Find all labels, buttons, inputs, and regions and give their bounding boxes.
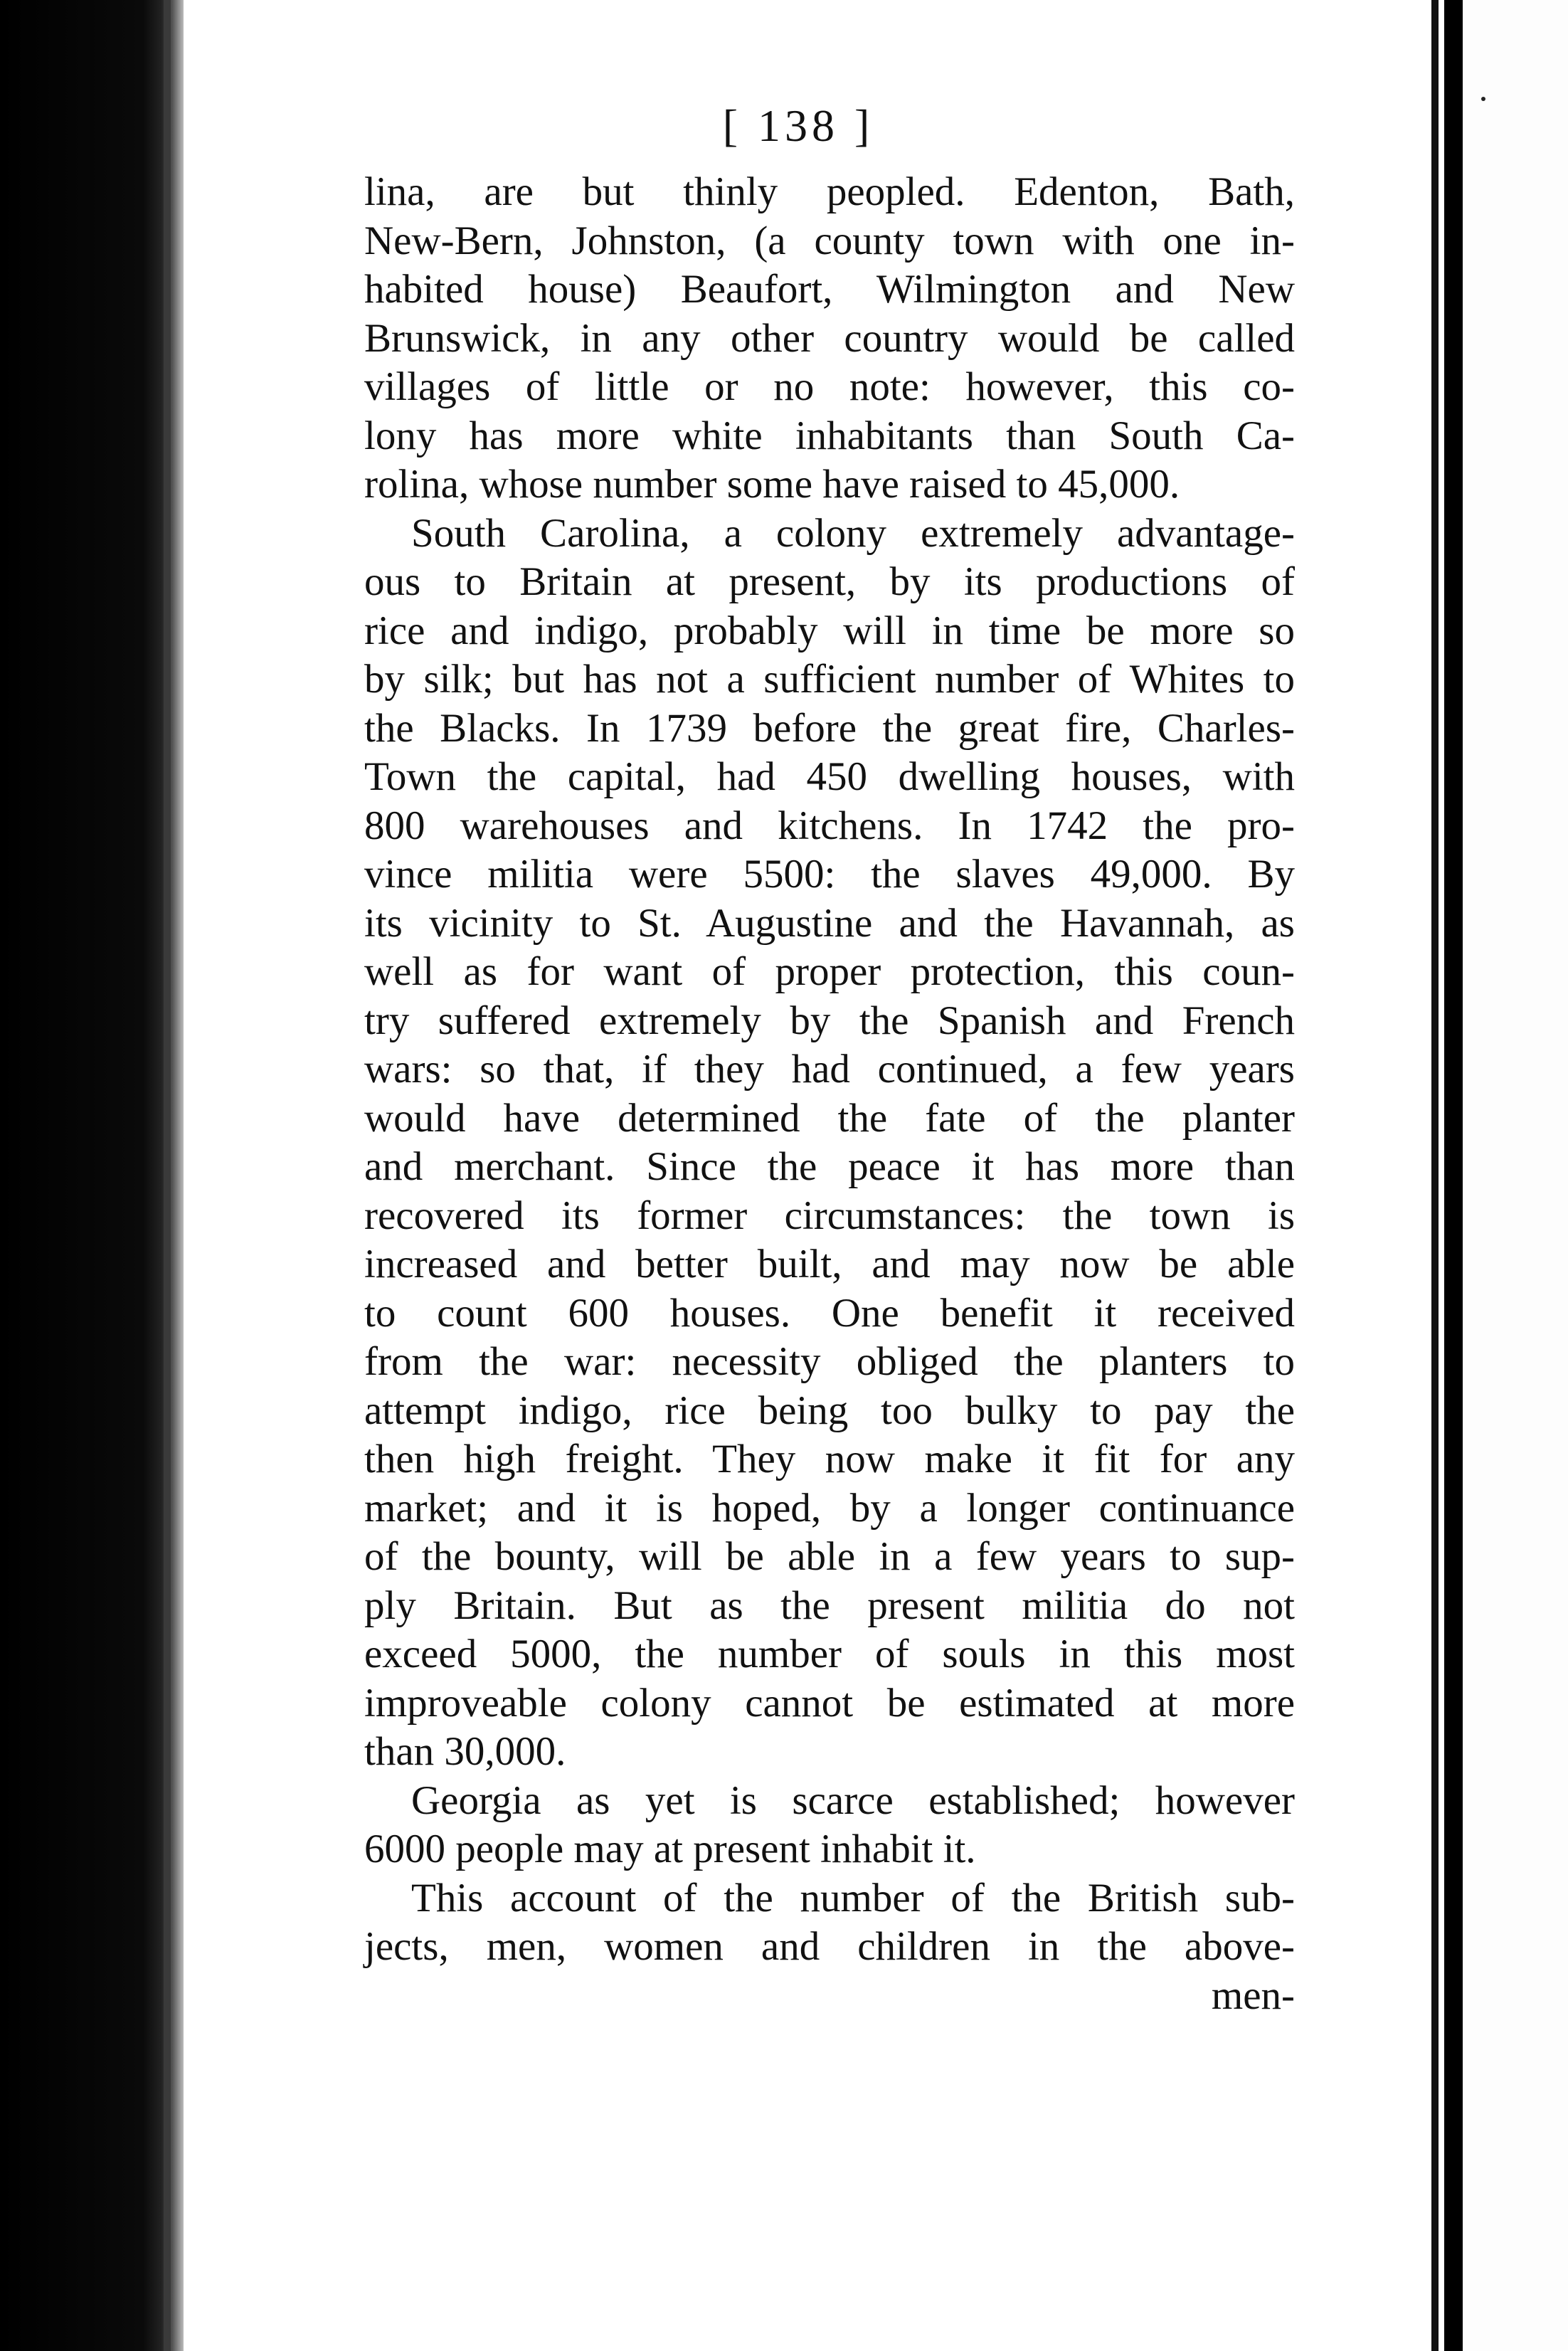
text-line: and merchant. Since the peace it has more than bbox=[364, 1144, 1295, 1189]
text-line: jects, men, women and children in the above- bbox=[364, 1924, 1295, 1969]
text-line: ous to Britain at present, by its productions of bbox=[364, 559, 1295, 604]
text-line: would have determined the fate of the planter bbox=[364, 1095, 1295, 1141]
catchword: men- bbox=[1211, 1972, 1295, 2018]
text-line: Georgia as yet is scarce established; however bbox=[411, 1777, 1295, 1823]
text-line: increased and better built, and may now be able bbox=[364, 1242, 1295, 1287]
text-line: This account of the number of the British sub- bbox=[411, 1875, 1295, 1921]
text-line: lina, are but thinly peopled. Edenton, Bath, bbox=[364, 169, 1295, 214]
text-line: lony has more white inhabitants than South Ca- bbox=[364, 413, 1295, 458]
text-line: then high freight. They now make it fit for any bbox=[364, 1437, 1295, 1481]
book-spine-shadow bbox=[0, 0, 184, 2351]
adjacent-page-shadow bbox=[1444, 0, 1463, 2351]
text-line: ply Britain. But as the present militia do not bbox=[364, 1583, 1295, 1628]
text-line: vince militia were 5500: the slaves 49,000. By bbox=[364, 852, 1295, 897]
text-line: market; and it is hoped, by a longer continuance bbox=[364, 1485, 1295, 1531]
text-line: villages of little or no note: however, this co- bbox=[364, 364, 1295, 409]
text-line: 6000 people may at present inhabit it. bbox=[364, 1827, 976, 1871]
body-text bbox=[364, 168, 1295, 2020]
text-line: from the war: necessity obliged the planters to bbox=[364, 1339, 1295, 1384]
text-line: wars: so that, if they had continued, a few years bbox=[364, 1047, 1295, 1092]
text-line: rolina, whose number some have raised to 45,000. bbox=[364, 462, 1180, 507]
text-line: well as for want of proper protection, this coun- bbox=[364, 949, 1295, 994]
text-line: by silk; but has not a sufficient number of Whites to bbox=[364, 657, 1295, 702]
text-line: rice and indigo, probably will in time be more so bbox=[364, 608, 1295, 653]
text-line: New-Bern, Johnston, (a county town with one in- bbox=[364, 218, 1295, 263]
page-gutter-edge bbox=[164, 0, 171, 2351]
text-line: South Carolina, a colony extremely advantage- bbox=[411, 510, 1295, 556]
text-line: 800 warehouses and kitchens. In 1742 the pro- bbox=[364, 803, 1295, 848]
text-line: habited house) Beaufort, Wilmington and New bbox=[364, 267, 1295, 312]
adjacent-page bbox=[1463, 0, 1568, 2351]
text-line: of the bounty, will be able in a few years to sup- bbox=[364, 1534, 1295, 1579]
text-line: attempt indigo, rice being too bulky to pay the bbox=[364, 1388, 1295, 1433]
text-line: Town the capital, had 450 dwelling houses, with bbox=[364, 754, 1295, 799]
text-line: recovered its former circumstances: the town is bbox=[364, 1193, 1295, 1238]
text-line: the Blacks. In 1739 before the great fire, Charles- bbox=[364, 705, 1295, 751]
page-edge-line bbox=[1431, 0, 1439, 2351]
text-line: than 30,000. bbox=[364, 1729, 566, 1774]
text-line: Brunswick, in any other country would be called bbox=[364, 315, 1295, 361]
text-line: to count 600 houses. One benefit it received bbox=[364, 1290, 1295, 1336]
text-line: its vicinity to St. Augustine and the Havannah, as bbox=[364, 900, 1295, 946]
text-line: exceed 5000, the number of souls in this most bbox=[364, 1632, 1295, 1676]
page-number: [ 138 ] bbox=[722, 100, 874, 151]
text-line: improveable colony cannot be estimated at more bbox=[364, 1680, 1295, 1726]
text-line: try suffered extremely by the Spanish and French bbox=[364, 998, 1295, 1043]
